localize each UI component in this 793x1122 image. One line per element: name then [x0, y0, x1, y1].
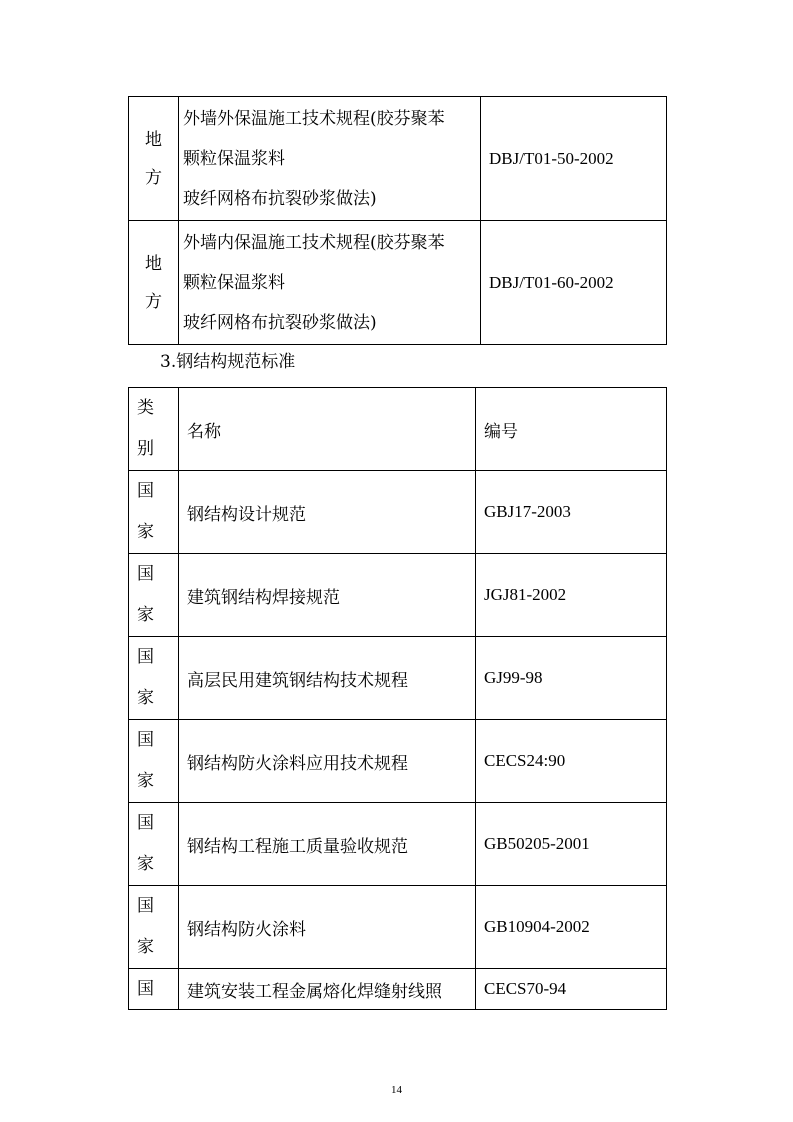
code-cell: GBJ17-2003	[476, 471, 667, 554]
header-category-cell	[129, 388, 179, 471]
category-char: 方	[145, 167, 162, 188]
header-code-cell: 编号	[476, 388, 667, 471]
category-char: 国	[137, 730, 154, 750]
category-char: 国	[137, 896, 154, 916]
section-title: 3.钢结构规范标准	[160, 352, 296, 372]
local-standards-table	[128, 96, 667, 345]
header-name-cell: 名称	[179, 388, 476, 471]
table-row	[129, 969, 667, 1010]
category-cell	[129, 97, 179, 221]
category-char: 国	[137, 979, 154, 999]
category-char: 国	[137, 564, 154, 584]
category-cell	[129, 471, 179, 554]
name-cell: 高层民用建筑钢结构技术规程	[179, 637, 476, 720]
page-number: 14	[391, 1084, 402, 1096]
name-cell: 建筑安装工程金属熔化焊缝射线照	[179, 969, 476, 1010]
category-cell	[129, 554, 179, 637]
name-cell: 钢结构设计规范	[179, 471, 476, 554]
steel-standards-table	[128, 387, 667, 1010]
name-line: 玻纤网格布抗裂砂浆做法)	[183, 312, 377, 333]
table-row	[129, 637, 667, 720]
category-char: 国	[137, 647, 154, 667]
name-line: 玻纤网格布抗裂砂浆做法)	[183, 188, 377, 209]
category-cell	[129, 803, 179, 886]
category-cell	[129, 637, 179, 720]
code-cell: CECS70-94	[476, 969, 667, 1010]
code-cell: GB50205-2001	[476, 803, 667, 886]
name-cell: 建筑钢结构焊接规范	[179, 554, 476, 637]
category-char: 方	[145, 291, 162, 312]
name-line: 颗粒保温浆料	[183, 272, 285, 293]
name-cell: 钢结构防火涂料应用技术规程	[179, 720, 476, 803]
category-char: 国	[137, 813, 154, 833]
code-cell: CECS24:90	[476, 720, 667, 803]
name-cell: 钢结构防火涂料	[179, 886, 476, 969]
category-char: 地	[145, 129, 162, 150]
table-row	[129, 554, 667, 637]
name-cell: 钢结构工程施工质量验收规范	[179, 803, 476, 886]
category-cell	[129, 720, 179, 803]
category-cell	[129, 886, 179, 969]
table-header-row	[129, 388, 667, 471]
table-row	[129, 886, 667, 969]
code-cell: GB10904-2002	[476, 886, 667, 969]
name-line: 外墙外保温施工技术规程(胶芬聚苯	[183, 108, 445, 129]
table-row	[129, 221, 667, 345]
code-cell: DBJ/T01-50-2002	[481, 97, 667, 221]
category-char: 地	[145, 253, 162, 274]
category-char: 家	[137, 771, 154, 791]
name-line: 颗粒保温浆料	[183, 148, 285, 169]
category-cell	[129, 969, 179, 1010]
name-line: 外墙内保温施工技术规程(胶芬聚苯	[183, 232, 445, 253]
name-cell	[179, 221, 481, 345]
code-cell: JGJ81-2002	[476, 554, 667, 637]
table-row	[129, 471, 667, 554]
name-cell	[179, 97, 481, 221]
code-cell: DBJ/T01-60-2002	[481, 221, 667, 345]
table-row	[129, 803, 667, 886]
category-char: 家	[137, 688, 154, 708]
category-char: 类	[137, 398, 154, 418]
category-char: 家	[137, 522, 154, 542]
table-row	[129, 720, 667, 803]
category-char: 家	[137, 854, 154, 874]
category-char: 别	[137, 439, 154, 459]
category-char: 家	[137, 605, 154, 625]
category-cell	[129, 221, 179, 345]
table-row	[129, 97, 667, 221]
code-cell: GJ99-98	[476, 637, 667, 720]
category-char: 国	[137, 481, 154, 501]
category-char: 家	[137, 937, 154, 957]
